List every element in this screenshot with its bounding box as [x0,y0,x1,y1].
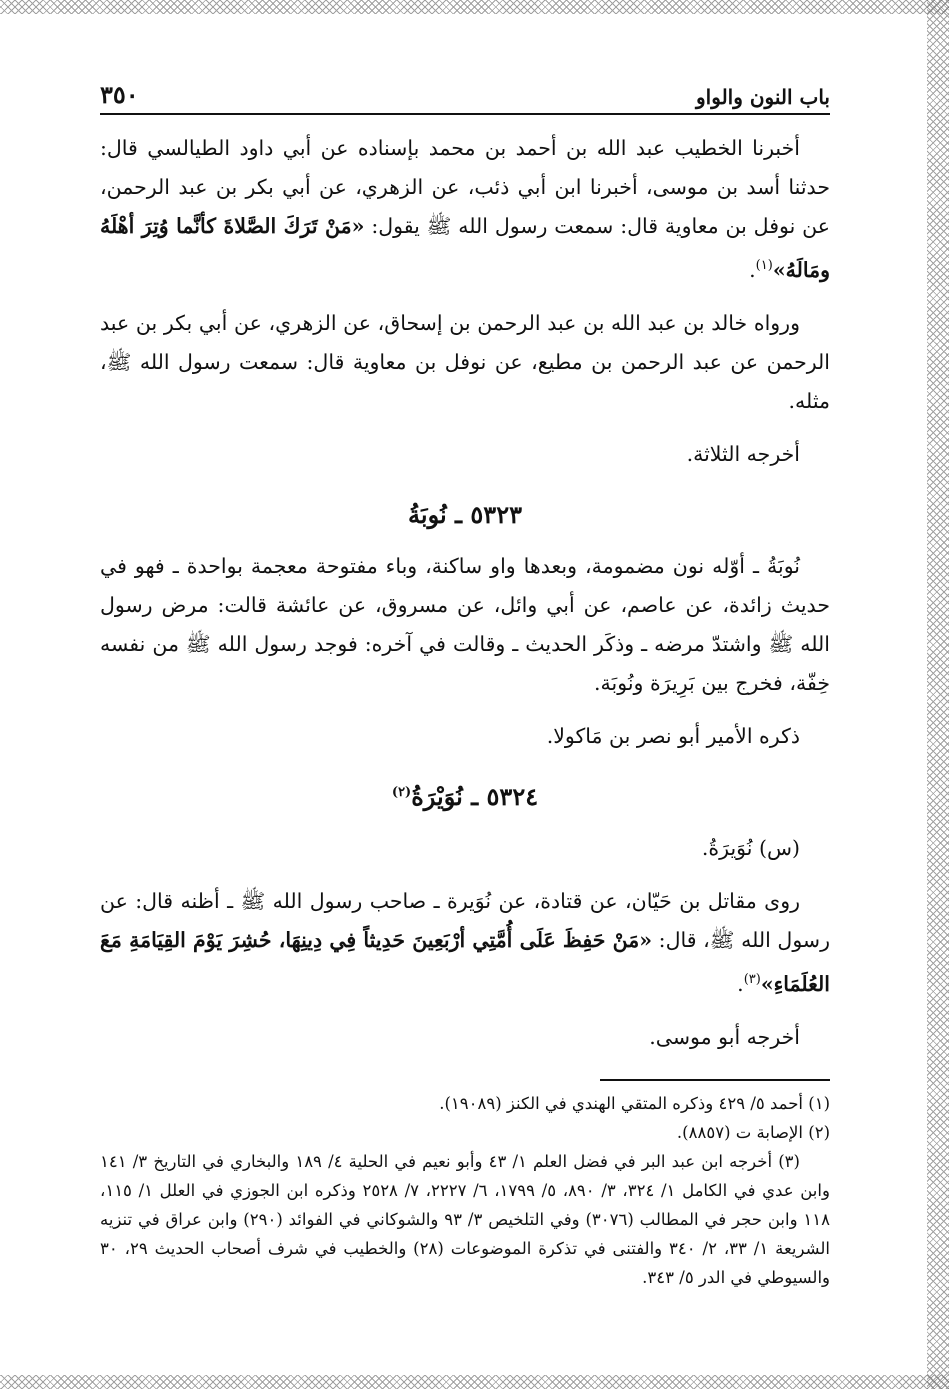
paragraph-1 [100,129,830,290]
footnote-3: (٣) أخرجه ابن عبد البر في فضل العلم ١/ ٤٣ وأبو نعيم في الحلية ٤/ ١٨٩ والبخاري في التاريخ ٣/ ١٤١ وابن عدي في الكامل ١/ ٣٢٤، ٣/ ٨٩٠، ٥/ ١٧٩٩، ٦/ ٢٢٢٧، ٧/ ٢٥٢٨ وذكره ابن الجوزي في العلل ١/ ١١٥، ١١٨ وابن حجر في المطالب (٣٠٧٦) وفي التلخيص ٣/ ٩٣ والشوكاني في الفوائد (٢٩٠) وابن عراق في تنزيه الشريعة ١/ ٣٣، ٢/ ٣٤٠ والفتنى في تذكرة الموضوعات (٢٨) والخطيب في شرف أصحاب الحديث ٢٩، ٣٠ والسيوطي في الدر ٥/ ٣٤٣. [100,1151,830,1287]
paragraph-6: (س) نُوَيرَةُ. [701,835,800,860]
paragraph-7-text: روى مقاتل بن حَيّان، عن قتادة، عن نُوَيرة ـ صاحب رسول الله ﷺ ـ أظنه قال: عن رسول الله ﷺ، قال: [100,888,830,952]
paragraph-7-end: . [737,971,744,996]
paragraph-5: ذكره الأمير أبو نصر بن مَاكولا. [546,723,800,748]
paragraph-1-text: أخبرنا الخطيب عبد الله بن أحمد بن محمد بإسناده عن أبي داود الطيالسي قال: حدثنا أسد بن موسى، أخبرنا ابن أبي ذئب، عن الزهري، عن أبي بكر بن عبد الرحمن، عن نوفل بن معاوية قال: سمعت رسول الله ﷺ يقول: [100,136,830,238]
book-page [100,80,830,1292]
paragraph-1-end: . [749,257,756,282]
paragraph-2: ورواه خالد بن عبد الله بن عبد الرحمن بن إسحاق، عن الزهري، عن أبي بكر بن عبد الرحمن عن عبد الرحمن بن مطيع، عن نوفل بن معاوية قال: سمعت رسول الله ﷺ، مثله. [100,310,830,413]
paragraph-8: أخرجه أبو موسى. [649,1024,800,1049]
footnote-2: (٢) الإصابة ت (٨٨٥٧). [676,1122,830,1142]
footnote-ref-1: (١) [755,258,773,273]
paragraph-3: أخرجه الثلاثة. [686,441,800,466]
hadith-quote-2: «مَنْ حَفِظَ عَلَى أُمَّتِي أرْبَعِينَ حَدِيثاً فِي دِينِهَا، حُشِرَ يَوْمَ القِيَامَةِ مَعَ العُلَمَاءِ» [100,927,830,996]
hadith-quote-1: «مَنْ تَرَكَ الصَّلاةَ كأنَّما وُتِرَ أهْلَهُ ومَالَهُ» [100,214,830,282]
page-number: ٣٥٠ [100,80,139,109]
paragraph-7 [100,882,830,1004]
entry-heading-5324-text: ٥٣٢٤ ـ نُوَيْرَةُ [411,781,539,811]
entry-heading-5323: ٥٣٢٣ ـ نُوبَةُ [408,499,522,529]
running-header [100,80,830,115]
footnote-separator [600,1079,830,1081]
page-border-bottom [0,1375,949,1389]
entry-heading-5324 [100,782,830,811]
footnote-ref-2: (٢) [391,784,412,800]
page-border-right [927,0,949,1389]
page-border-top [0,0,949,14]
footnote-ref-3: (٣) [743,971,761,987]
footnote-1: (١) أحمد ٥/ ٤٢٩ وذكره المتقي الهندي في الكنز (١٩٠٨٩). [439,1093,830,1113]
chapter-title: باب النون والواو [696,85,830,109]
paragraph-4: نُوبَةُ ـ أوّله نون مضمومة، وبعدها واو ساكنة، وباء مفتوحة معجمة بواحدة ـ فهو في حديث زائدة، عن عاصم، عن أبي وائل، عن مسروق، عن عائشة قالت: مرض رسول الله ﷺ واشتدّ مرضه ـ وذكَر الحديث ـ وقالت في آخره: فوجد رسول الله ﷺ من نفسه خِفّة، فخرج بين بَرِيرَة ونُوبَة. [100,553,830,695]
